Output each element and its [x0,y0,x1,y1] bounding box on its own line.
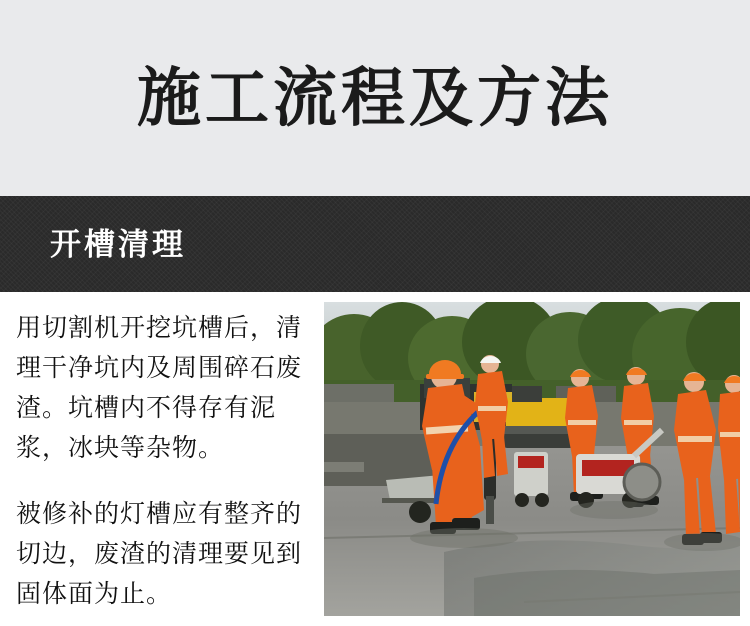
section-header-bar [0,196,750,292]
description-text-column [16,308,316,614]
paragraph-2: 被修补的灯槽应有整齐的切边，废渣的清理要见到固体面为止。 [16,500,303,608]
section-heading: 开槽清理 [50,226,186,262]
content-area [0,292,750,626]
construction-site-photo [324,302,740,616]
page-title: 施工流程及方法 [137,62,613,134]
paragraph-1: 用切割机开挖坑槽后，清理干净坑内及周围碎石废渣。坑槽内不得存有泥浆，冰块等杂物。 [16,314,303,462]
title-banner [0,0,750,196]
